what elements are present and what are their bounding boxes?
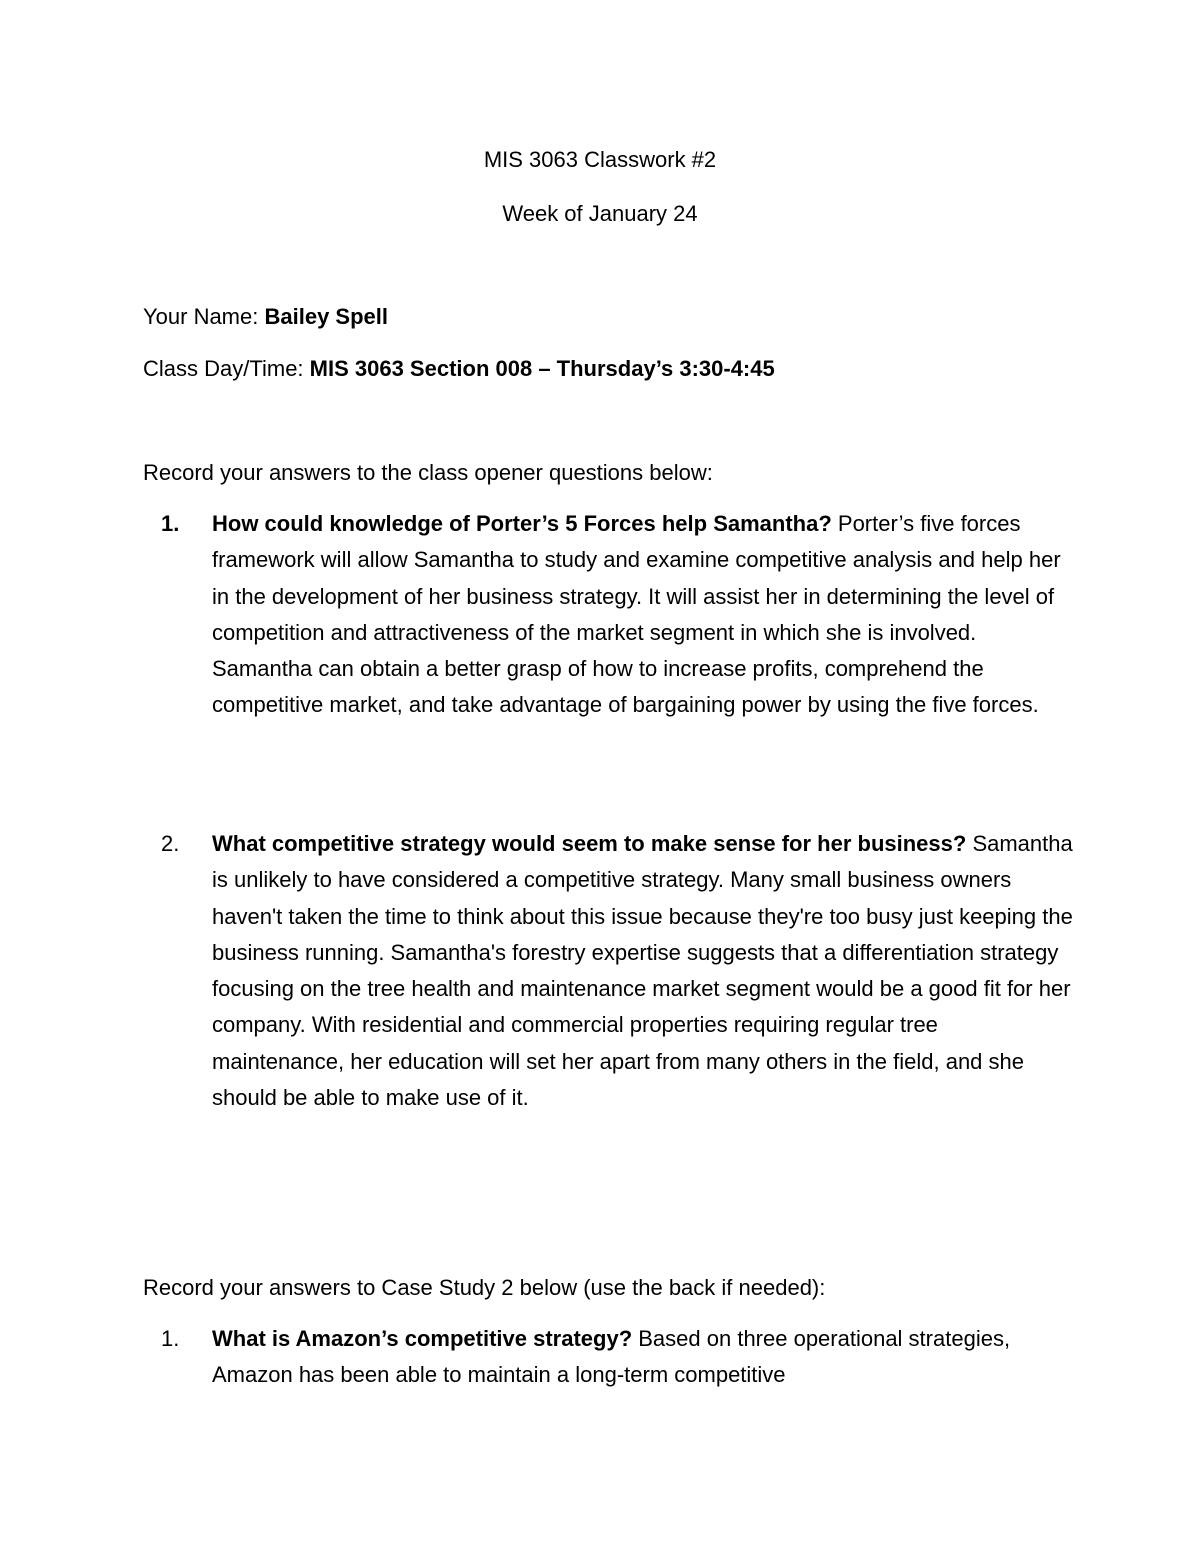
item-answer: Porter’s five forces framework will allow Samantha to study and examine competitive analysis and help her in the development of her business strategy. It will assist her in determining the level of competition and attractiveness of the market segment in which she is involved. Samantha can obtain a better grasp of how to increase profits, comprehend the competitive market, and take advantage of bargaining power by using the five forces. — [212, 511, 1061, 718]
class-label: Class Day/Time: — [143, 356, 310, 381]
document-subtitle: Week of January 24 — [502, 201, 698, 226]
item-question: What is Amazon’s competitive strategy? — [212, 1326, 633, 1351]
name-value: Bailey Spell — [264, 304, 388, 329]
item-answer: Samantha is unlikely to have considered a competitive strategy. Many small business owners haven't taken the time to think about this issue because they're too busy just keeping the business running. Samantha's forestry expertise suggests that a differentiation strategy focusing on the tree health and maintenance market segment would be a good fit for her company. With residential and commercial properties requiring regular tree maintenance, her education will set her apart from many others in the field, and she should be able to make use of it. — [212, 831, 1073, 1111]
list-item — [143, 1321, 1073, 1394]
opener-intro: Record your answers to the class opener questions below: — [143, 460, 713, 485]
opener-question-1 — [143, 506, 1073, 724]
list-item — [143, 506, 1073, 724]
item-number: 2. — [161, 831, 180, 856]
list-item — [143, 826, 1073, 1116]
document-title: MIS 3063 Classwork #2 — [483, 147, 717, 172]
name-line — [143, 303, 388, 331]
item-number: 1. — [161, 1326, 180, 1351]
case-question-1 — [143, 1321, 1073, 1394]
name-label: Your Name: — [143, 304, 265, 329]
case-study-intro: Record your answers to Case Study 2 below (use the back if needed): — [143, 1275, 826, 1300]
item-answer: Based on three operational strategies, Amazon has been able to maintain a long-term competitive — [212, 1326, 1011, 1388]
item-question: What competitive strategy would seem to make sense for her business? — [212, 831, 967, 856]
class-line — [143, 355, 775, 383]
opener-question-2 — [143, 826, 1073, 1116]
class-value: MIS 3063 Section 008 – Thursday’s 3:30-4:45 — [309, 356, 775, 381]
item-question: How could knowledge of Porter’s 5 Forces help Samantha? — [212, 511, 832, 536]
item-number: 1. — [161, 511, 180, 536]
